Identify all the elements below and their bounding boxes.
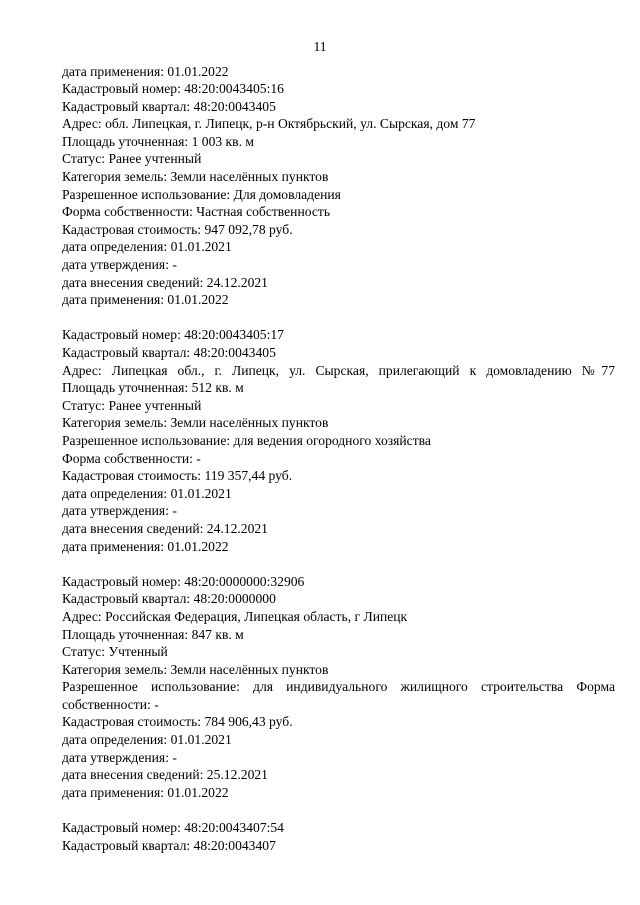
record-line: Кадастровый квартал: 48:20:0043405: [62, 345, 276, 360]
block-spacer: [62, 801, 615, 819]
record-line: дата утверждения: -: [62, 503, 177, 519]
record-line: дата определения: 01.01.2021: [62, 239, 232, 255]
record-line: дата применения: 01.01.2022: [62, 292, 229, 308]
record-line: Категория земель: Земли населённых пунктов: [62, 661, 329, 677]
block-spacer: [62, 309, 615, 327]
record-line: дата внесения сведений: 24.12.2021: [62, 520, 268, 536]
record-line: Площадь уточненная: 847 кв. м: [62, 626, 244, 642]
record-line: Кадастровый номер: 48:20:0043405:16: [62, 81, 284, 97]
record-line: Площадь уточненная: 512 кв. м: [62, 380, 244, 396]
record-line: Кадастровый номер: 48:20:0000000:32906: [62, 573, 305, 589]
record-line: Статус: Учтенный: [62, 644, 168, 660]
record-line: Форма собственности: -: [62, 450, 201, 466]
block-spacer: [62, 555, 615, 573]
record-block: [62, 326, 615, 555]
record-block: [62, 80, 615, 309]
record-line: дата применения: 01.01.2022: [62, 784, 229, 800]
record-line: дата применения: 01.01.2022: [62, 538, 229, 554]
record-line: Кадастровый квартал: 48:20:0000000: [62, 591, 276, 607]
record-line: Форма собственности: Частная собственность: [62, 204, 331, 220]
page-number: 11: [313, 39, 327, 54]
record-line: Кадастровая стоимость: 119 357,44 руб.: [62, 468, 293, 484]
record-line: Кадастровый квартал: 48:20:0043407: [62, 837, 276, 853]
record-line: дата определения: 01.01.2021: [62, 732, 232, 748]
record-line: собственности: -: [62, 696, 159, 712]
record-line: дата определения: 01.01.2021: [62, 485, 232, 501]
record-line: Категория земель: Земли населённых пунктов: [62, 169, 329, 185]
record-block: [62, 63, 615, 81]
record-line: Адрес: обл. Липецкая, г. Липецк, р-н Октябрьский, ул. Сырская, дом 77: [62, 116, 476, 132]
record-line: дата внесения сведений: 25.12.2021: [62, 767, 268, 783]
record-line: дата внесения сведений: 24.12.2021: [62, 274, 268, 290]
record-block: [62, 573, 615, 802]
record-line: Кадастровая стоимость: 784 906,43 руб.: [62, 714, 293, 730]
record-line: Адрес: Российская Федерация, Липецкая область, г Липецк: [62, 608, 408, 624]
record-line: дата утверждения: -: [62, 257, 177, 273]
record-line: Категория земель: Земли населённых пунктов: [62, 415, 329, 431]
record-line: дата применения: 01.01.2022: [62, 63, 229, 79]
record-line: Площадь уточненная: 1 003 кв. м: [62, 133, 254, 149]
record-line: Разрешенное использование: для ведения огородного хозяйства: [62, 432, 431, 448]
record-line: Кадастровый номер: 48:20:0043407:54: [62, 820, 284, 836]
record-line: Статус: Ранее учтенный: [62, 151, 202, 167]
record-block: [62, 819, 615, 854]
record-line: Кадастровая стоимость: 947 092,78 руб.: [62, 221, 293, 237]
record-line: Разрешенное использование: для индивидуального жилищного строительства Форма: [62, 679, 615, 695]
document-body: [62, 63, 615, 855]
record-line: Кадастровый номер: 48:20:0043405:17: [62, 327, 284, 343]
record-line: Кадастровый квартал: 48:20:0043405: [62, 98, 276, 114]
record-line: Адрес: Липецкая обл., г. Липецк, ул. Сырская, прилегающий к домовладению №77: [62, 362, 615, 378]
record-line: Разрешенное использование: Для домовладения: [62, 186, 341, 202]
record-line: Статус: Ранее учтенный: [62, 397, 202, 413]
record-line: дата утверждения: -: [62, 749, 177, 765]
